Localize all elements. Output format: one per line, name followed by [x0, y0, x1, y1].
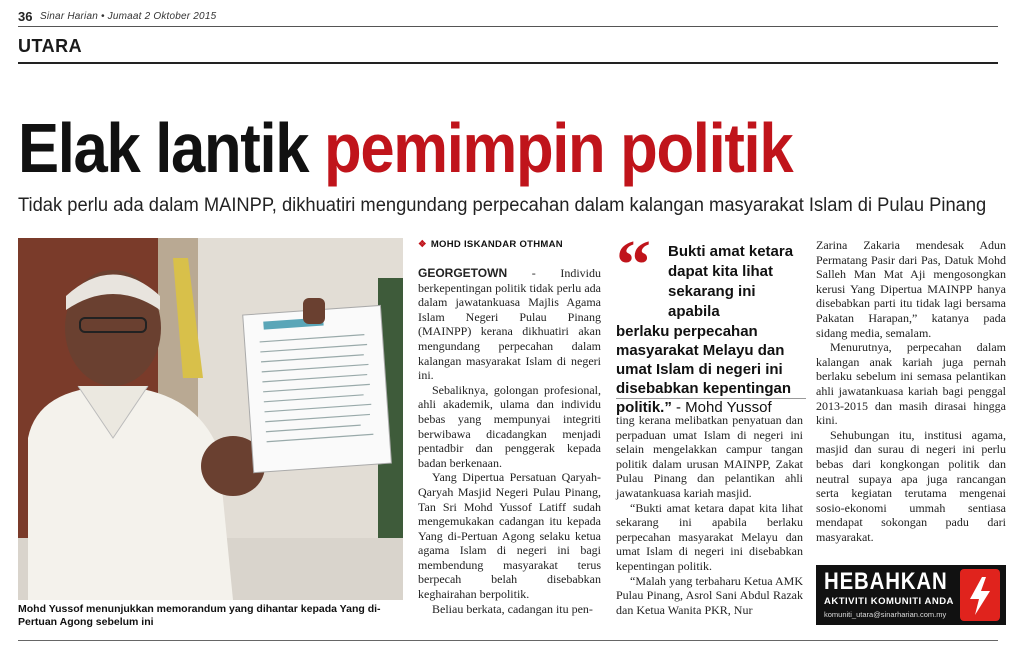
- byline-name: MOHD ISKANDAR OTHMAN: [430, 239, 563, 250]
- paragraph: Menurutnya, perpecahan dalam kalangan anak kariah juga pernah berlaku sebelum ini semasa pelantikan ahli jawatankuasa kariah bagi penggal 2013-2015 dan masih dirasai hingga kini.: [816, 340, 1006, 428]
- subheadline: Tidak perlu ada dalam MAINPP, dikhuatiri mengundang perpecahan dalam kalangan masyarakat Islam di Pulau Pinang: [18, 195, 987, 216]
- header-rule: [18, 26, 998, 27]
- lightning-icon: [960, 569, 1000, 621]
- article-column-1: [418, 266, 601, 616]
- pullquote-text: berlaku perpecahan masyarakat Melayu dan umat Islam di negeri ini disebabkan kepentingan politik.”: [616, 323, 792, 416]
- lightning-icon-svg: [960, 569, 1000, 621]
- paragraph: Sebaliknya, golongan profesional, ahli akademik, ulama dan individu bebas yang mempunyai integriti berwibawa dicadangkan menjadi pentadbir dan penggerak kepada badan berkenaan.: [418, 382, 601, 470]
- byline-marker-icon: ❖: [418, 239, 427, 250]
- paragraph-text: - Individu berkepentingan politik tidak perlu ada dalam jawatankuasa Majlis Agama Islam Negeri Pulau Pinang (MAINPP) kerana dikhuatiri akan mengundang perpecahan dalam kalangan masyarakat Islam di negeri ini.: [418, 266, 601, 383]
- article-column-2: [616, 413, 803, 617]
- photo-caption: Mohd Yussof menunjukkan memorandum yang dihantar kepada Yang di-Pertuan Agong sebelum ini: [18, 603, 381, 628]
- pullquote-top: Bukti amat ketara dapat kita lihat sekarang ini apabila: [668, 243, 794, 320]
- masthead: Sinar Harian • Jumaat 2 Oktober 2015: [40, 11, 217, 22]
- paragraph: ting kerana melibatkan penyatuan dan perpaduan umat Islam di negeri ini selain mengelakkan campur tangan politik dalam urusan MAINPP, Zakat Pulau Pinang dan pelantikan ahli jawatankuasa kariah masjid.: [616, 413, 803, 500]
- paragraph: Yang Dipertua Persatuan Qaryah-Qaryah Masjid Negeri Pulau Pinang, Tan Sri Mohd Yussof Latiff sudah mengemukakan cadangan itu kepada Yang di-Pertuan Agong selaku ketua agama Islam di negeri ini bagi membendung masyarakat terus berpecah belah disebabkan keghairahan berpolitik.: [418, 470, 601, 602]
- page-number: 36: [18, 9, 33, 24]
- headline: [18, 108, 792, 188]
- article-column-3: [816, 238, 1006, 544]
- dateline: GEORGETOWN: [418, 266, 508, 280]
- pullquote-rule: [616, 398, 806, 399]
- paragraph: Zarina Zakaria mendesak Adun Permatang Pasir dari Pas, Datuk Mohd Salleh Man Mat Aji mengosongkan kerusi Yang Dipertua MAINPP hanya disebabkan parti itu tidak lagi bersama Pakatan Harapan,” katanya pada sidang media, semalam.: [816, 238, 1006, 340]
- quote-mark-icon: “: [616, 227, 651, 304]
- article-photo: [18, 238, 403, 600]
- promo-email[interactable]: komuniti_utara@sinarharian.com.my: [824, 610, 947, 619]
- paragraph: Beliau berkata, cadangan itu pen-: [432, 601, 593, 616]
- byline: [418, 239, 563, 250]
- paragraph: [418, 266, 601, 383]
- paragraph: Sehubungan itu, institusi agama, masjid dan surau di negeri ini perlu bebas dari kongkongan politik dan neutral supaya apa juga rancangan serta kegiatan terutama mengenai sosio-ekonomi ummah sentiasa mendapat sokongan padu dari masyarakat.: [816, 427, 1006, 544]
- paragraph: “Malah yang terbaharu Ketua AMK Pulau Pinang, Asrol Sani Abdul Razak dan Ketua Wanita PKR, Nur: [616, 573, 803, 617]
- headline-red: pemimpin politik: [324, 109, 793, 187]
- paragraph: “Bukti amat ketara dapat kita lihat sekarang ini apabila berlaku perpecahan masyarakat Melayu dan umat Islam di negeri ini disebabkan kepentingan politik.: [616, 500, 803, 573]
- photo-illustration: [18, 238, 403, 600]
- bottom-rule: [18, 640, 998, 641]
- promo-subtitle: AKTIVITI KOMUNITI ANDA: [824, 596, 954, 607]
- pullquote-rest: [616, 322, 806, 417]
- pullquote-attribution: - Mohd Yussof: [671, 399, 772, 416]
- headline-black: Elak lantik: [18, 109, 325, 187]
- section-label: UTARA: [18, 36, 83, 56]
- section-rule: [18, 62, 998, 64]
- promo-title: HEBAHKAN: [824, 568, 948, 595]
